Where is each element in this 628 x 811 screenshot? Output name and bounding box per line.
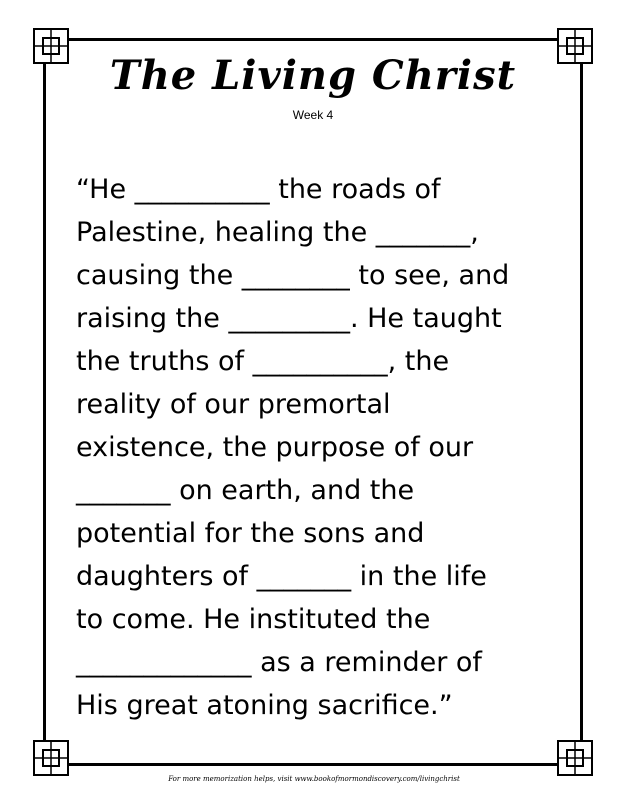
quote-line: daughters of _______ in the life xyxy=(76,561,487,592)
fill-in-quote xyxy=(76,168,566,727)
quote-line: existence, the purpose of our xyxy=(76,432,474,463)
quote-line: _______ on earth, and the xyxy=(76,475,415,506)
quote-line: Palestine, healing the _______, xyxy=(76,217,479,248)
corner-ornament-icon xyxy=(33,740,69,776)
quote-line: “He __________ the roads of xyxy=(76,174,441,205)
quote-line: causing the ________ to see, and xyxy=(76,260,510,291)
quote-line: the truths of __________, the xyxy=(76,346,450,377)
quote-line: raising the _________. He taught xyxy=(76,303,502,334)
quote-line: _____________ as a reminder of xyxy=(76,647,482,678)
week-label: Week 4 xyxy=(292,108,334,122)
quote-line: to come. He instituted the xyxy=(76,604,431,635)
quote-line: reality of our premortal xyxy=(76,389,391,420)
corner-ornament-icon xyxy=(557,740,593,776)
footer-note: For more memorization helps, visit www.bookofmormondiscovery.com/livingchrist xyxy=(168,775,460,783)
quote-line: His great atoning sacrifice.” xyxy=(76,690,453,721)
page-title: The Living Christ xyxy=(109,52,517,99)
quote-line: potential for the sons and xyxy=(76,518,425,549)
